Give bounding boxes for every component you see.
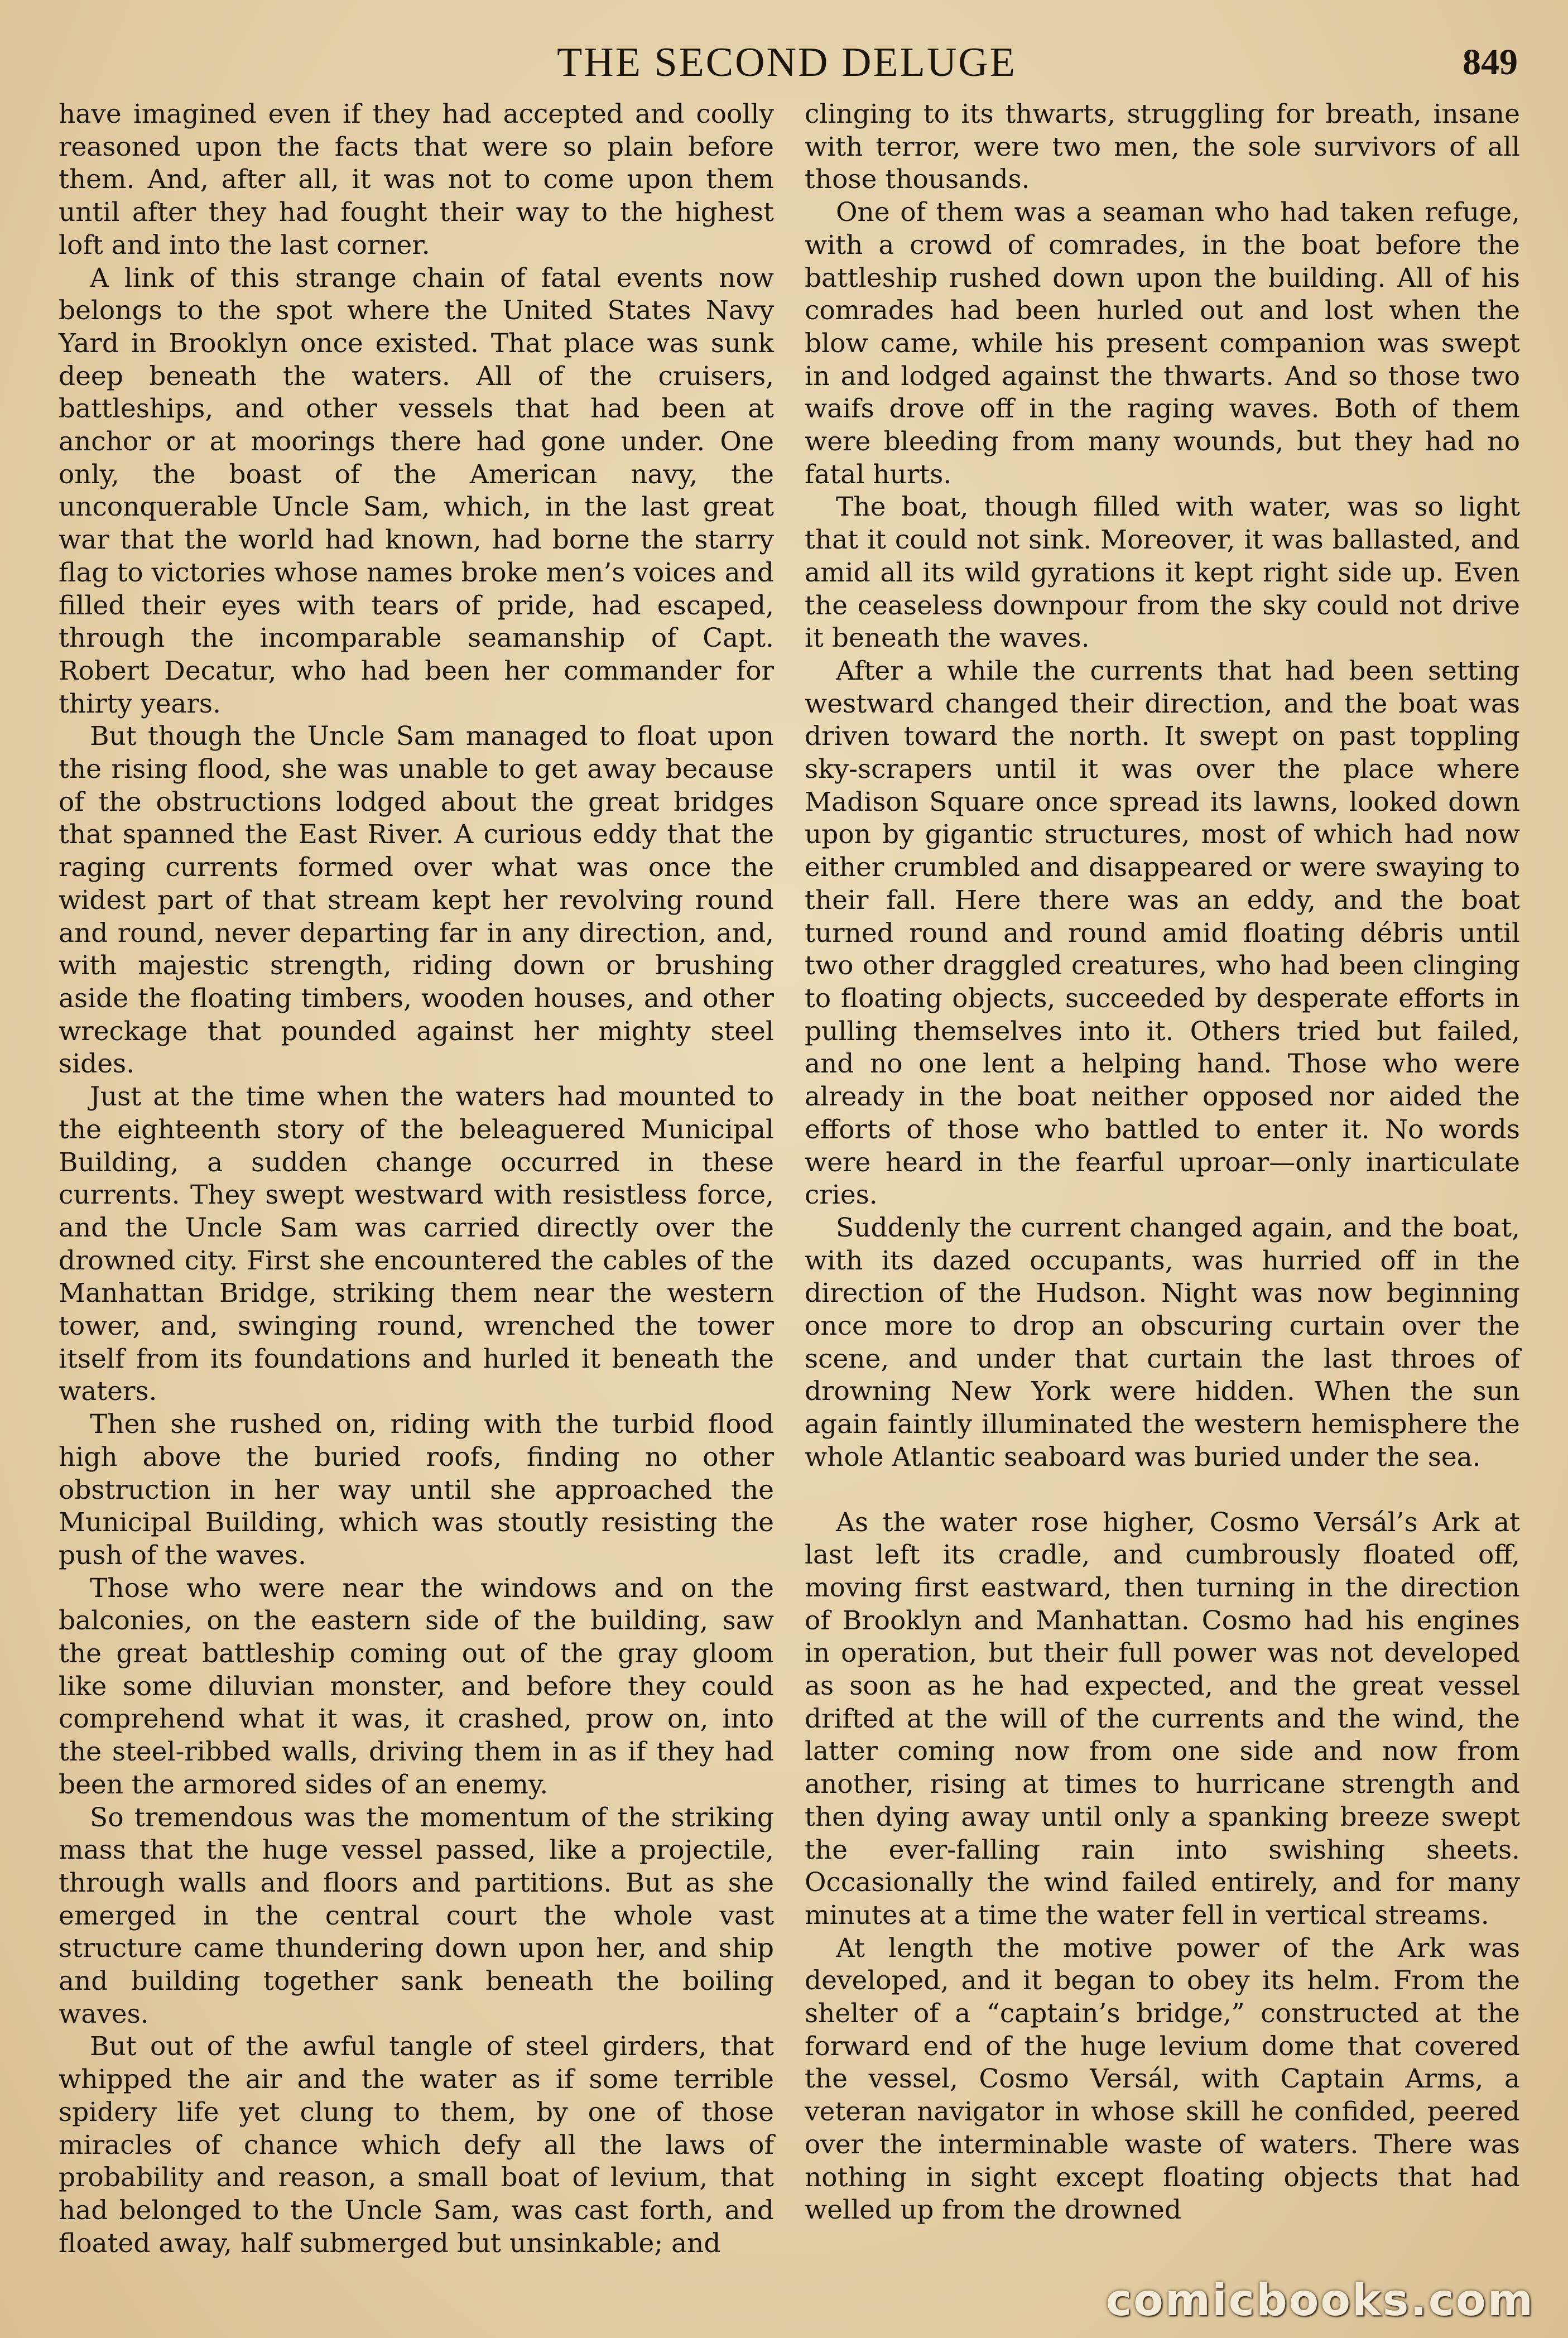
right-column [805, 98, 1520, 2227]
paragraph: After a while the currents that had been setting westward changed their direction, and the boat was driven toward the north. It swept on past toppling sky-scrapers until it was over the place where Madison Square once spread its lawns, looked down upon by gigantic structures, most of which had now either crumbled and disappeared or were swaying to their fall. Here there was an eddy, and the boat turned round and round amid floating débris until two other draggled creatures, who had been clinging to floating objects, succeeded by desperate efforts in pulling themselves into it. Others tried but failed, and no one lent a helping hand. Those who were already in the boat neither opposed nor aided the efforts of those who battled to enter it. No words were heard in the fearful uproar—only inarticulate cries. [805, 655, 1520, 1211]
paragraph: Suddenly the current changed again, and the boat, with its dazed occupants, was hurried off in the direction of the Hudson. Night was now beginning once more to drop an obscuring curtain over the scene, and under that curtain the last throes of drowning New York were hidden. When the sun again faintly illuminated the western hemisphere the whole Atlantic seaboard was buried under the sea. [805, 1212, 1520, 1473]
left-column [59, 98, 774, 2260]
paragraph: But though the Uncle Sam managed to float upon the rising flood, she was unable to get away because of the obstructions lodged about the great bridges that spanned the East River. A curious eddy that the raging currents formed over what was once the widest part of that stream kept her revolving round and round, never departing far in any direction, and, with majestic strength, riding down or brushing aside the floating timbers, wooden houses, and other wreckage that pounded against her mighty steel sides. [59, 721, 774, 1080]
paragraph: The boat, though filled with water, was so light that it could not sink. Moreover, it was ballasted, and amid all its wild gyrations it kept right side up. Even the ceaseless downpour from the sky could not drive it beneath the waves. [805, 492, 1520, 654]
paragraph: clinging to its thwarts, struggling for breath, insane with terror, were two men, the sole survivors of all those thousands. [805, 99, 1520, 195]
paragraph: But out of the awful tangle of steel girders, that whipped the air and the water as if some terrible spidery life yet clung to them, by one of those miracles of chance which defy all the laws of probability and reason, a small boat of levium, that had belonged to the Uncle Sam, was cast forth, and floated away, half submerged but unsinkable; and [59, 2031, 774, 2259]
paragraph: Those who were near the windows and on the balconies, on the eastern side of the building, saw the great battleship coming out of the gray gloom like some diluvian monster, and before they could comprehend what it was, it crashed, prow on, into the steel-ribbed walls, driving them in as if they had been the armored sides of an enemy. [59, 1572, 774, 1800]
page-header [56, 35, 1518, 90]
page-number: 849 [1463, 42, 1518, 83]
paragraph: As the water rose higher, Cosmo Versál’s Ark at last left its cradle, and cumbrously floated off, moving first eastward, then turning in the direction of Brooklyn and Manhattan. Cosmo had his engines in operation, but their full power was not developed as soon as he had expected, and the great vessel drifted at the will of the currents and the wind, the latter coming now from one side and now from another, rising at times to hurricane strength and then dying away until only a spanking breeze swept the ever-falling rain into swishing sheets. Occasionally the wind failed entirely, and for many minutes at a time the water fell in vertical streams. [805, 1507, 1520, 1931]
paragraph: A link of this strange chain of fatal events now belongs to the spot where the United States Navy Yard in Brooklyn once existed. That place was sunk deep beneath the waters. All of the cruisers, battleships, and other vessels that had been at anchor or at moorings there had gone under. One only, the boast of the American navy, the unconquerable Uncle Sam, which, in the last great war that the world had known, had borne the starry flag to victories whose names broke men’s voices and filled their eyes with tears of pride, had escaped, through the incomparable seamanship of Capt. Robert Decatur, who had been her commander for thirty years. [59, 262, 774, 719]
paragraph: Then she rushed on, riding with the turbid flood high above the buried roofs, finding no other obstruction in her way until she approached the Municipal Building, which was stoutly resisting the push of the waves. [59, 1409, 774, 1571]
running-title: THE SECOND DELUGE [557, 40, 1017, 85]
paragraph: have imagined even if they had accepted and coolly reasoned upon the facts that were so plain before them. And, after all, it was not to come upon them until after they had fought their way to the highest loft and into the last corner. [59, 99, 774, 261]
paragraph: Just at the time when the waters had mounted to the eighteenth story of the beleaguered Municipal Building, a sudden change occurred in these currents. They swept westward with resistless force, and the Uncle Sam was carried directly over the drowned city. First she encountered the cables of the Manhattan Bridge, striking them near the western tower, and, swinging round, wrenched the tower itself from its foundations and hurled it beneath the waters. [59, 1081, 774, 1407]
paragraph: So tremendous was the momentum of the striking mass that the huge vessel passed, like a projectile, through walls and floors and partitions. But as she emerged in the central court the whole vast structure came thundering down upon her, and ship and building together sank beneath the boiling waves. [59, 1802, 774, 2029]
watermark: comicbooks.com [1105, 2276, 1535, 2326]
paragraph: At length the motive power of the Ark was developed, and it began to obey its helm. From the shelter of a “captain’s bridge,” constructed at the forward end of the huge levium dome that covered the vessel, Cosmo Versál, with Captain Arms, a veteran navigator in whose skill he confided, peered over the interminable waste of waters. There was nothing in sight except floating objects that had welled up from the drowned [805, 1932, 1520, 2226]
paragraph: One of them was a seaman who had taken refuge, with a crowd of comrades, in the boat before the battleship rushed down upon the building. All of his comrades had been hurled out and lost when the blow came, while his present companion was swept in and lodged against the thwarts. And so those two waifs drove off in the raging waves. Both of them were bleeding from many wounds, but they had no fatal hurts. [805, 197, 1520, 490]
